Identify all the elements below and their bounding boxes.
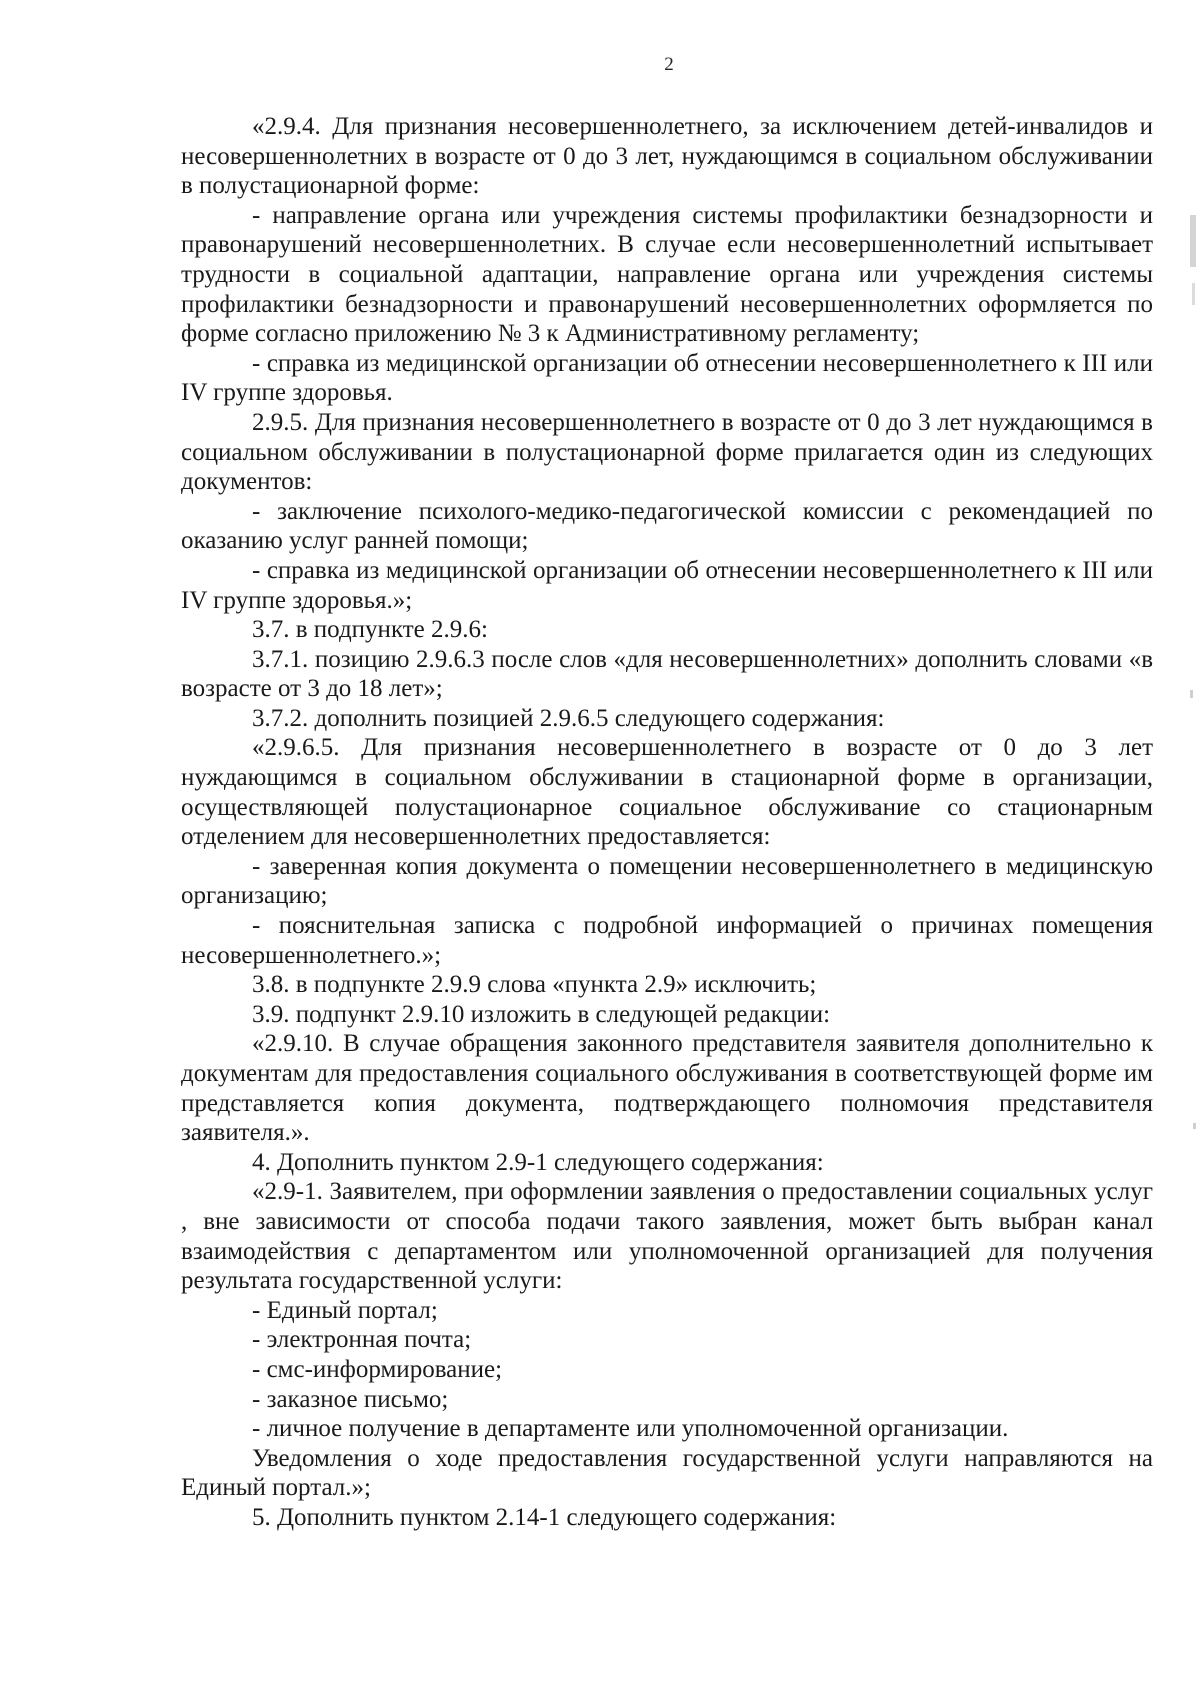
paragraph: 3.9. подпункт 2.9.10 изложить в следующей редакции:: [252, 1000, 831, 1028]
paragraph: «2.9-1. Заявителем, при оформлении заявления о предоставлении социальных услуг , вне зависимости от способа подачи такого заявления, может быть выбран канал взаимодействия с департаментом или уполномоченной организацией для получения результата государственной услуги:: [181, 1178, 1153, 1295]
paragraph: 3.8. в подпункте 2.9.9 слова «пункта 2.9» исключить;: [252, 971, 817, 999]
scan-artifact: [1193, 1123, 1196, 1129]
paragraph: «2.9.6.5. Для признания несовершеннолетнего в возрасте от 0 до 3 лет нуждающимся в социальном обслуживании в стационарной форме в организации, осуществляющей полустационарное социальное обслуживание со стационарным отделением для несовершеннолетних предоставляется:: [181, 734, 1153, 851]
paragraph: 5. Дополнить пунктом 2.14-1 следующего содержания:: [252, 1503, 837, 1531]
paragraph: «2.9.10. В случае обращения законного представителя заявителя дополнительно к документам для предоставления социального обслуживания в соответствующей форме им представляется копия документа, подтверждающего полномочия представителя заявителя.».: [181, 1030, 1153, 1147]
scan-artifact: [1190, 215, 1196, 267]
paragraph: - заключение психолого-медико-педагогической комиссии с рекомендацией по оказанию услуг ранней помощи;: [181, 497, 1153, 555]
paragraph: - направление органа или учреждения системы профилактики безнадзорности и правонарушений несовершеннолетних. В случае если несовершеннолетний испытывает трудности в социальной адаптации, направление органа или учреждения системы профилактики безнадзорности и правонарушений несовершеннолетних оформляется по форме согласно приложению № 3 к Административному регламенту;: [181, 201, 1153, 348]
paragraph: - электронная почта;: [252, 1326, 472, 1354]
paragraph: 3.7.2. дополнить позицией 2.9.6.5 следующего содержания:: [252, 704, 885, 732]
paragraph: 3.7.1. позицию 2.9.6.3 после слов «для несовершеннолетних» дополнить словами «в возрасте от 3 до 18 лет»;: [181, 645, 1153, 703]
paragraph: - личное получение в департаменте или уполномоченной организации.: [252, 1415, 1009, 1443]
paragraph: - справка из медицинской организации об отнесении несовершеннолетнего к III или IV группе здоровья.: [181, 349, 1153, 407]
scan-artifact: [1190, 690, 1193, 698]
paragraph: «2.9.4. Для признания несовершеннолетнего, за исключением детей-инвалидов и несовершеннолетних в возрасте от 0 до 3 лет, нуждающимся в социальном обслуживании в полустационарной форме:: [181, 113, 1153, 200]
paragraph: - пояснительная записка с подробной информацией о причинах помещения несовершеннолетнего.»;: [181, 912, 1153, 969]
paragraph: - заказное письмо;: [252, 1385, 449, 1413]
paragraph: - смс-информирование;: [252, 1355, 503, 1383]
paragraph: - Единый портал;: [252, 1296, 438, 1324]
paragraph: 4. Дополнить пунктом 2.9-1 следующего содержания:: [252, 1148, 824, 1176]
paragraph: - справка из медицинской организации об отнесении несовершеннолетнего к III или IV группе здоровья.»;: [181, 556, 1153, 614]
page-number: 2: [664, 54, 674, 75]
scan-artifact: [1192, 283, 1195, 305]
paragraph: 3.7. в подпункте 2.9.6:: [252, 616, 488, 644]
document-body: [181, 112, 1153, 1533]
paragraph: - заверенная копия документа о помещении несовершеннолетнего в медицинскую организацию;: [181, 852, 1153, 910]
paragraph: 2.9.5. Для признания несовершеннолетнего в возрасте от 0 до 3 лет нуждающимся в социальном обслуживании в полустационарной форме прилагается один из следующих документов:: [181, 408, 1153, 496]
paragraph: Уведомления о ходе предоставления государственной услуги направляются на Единый портал.»;: [181, 1444, 1153, 1502]
